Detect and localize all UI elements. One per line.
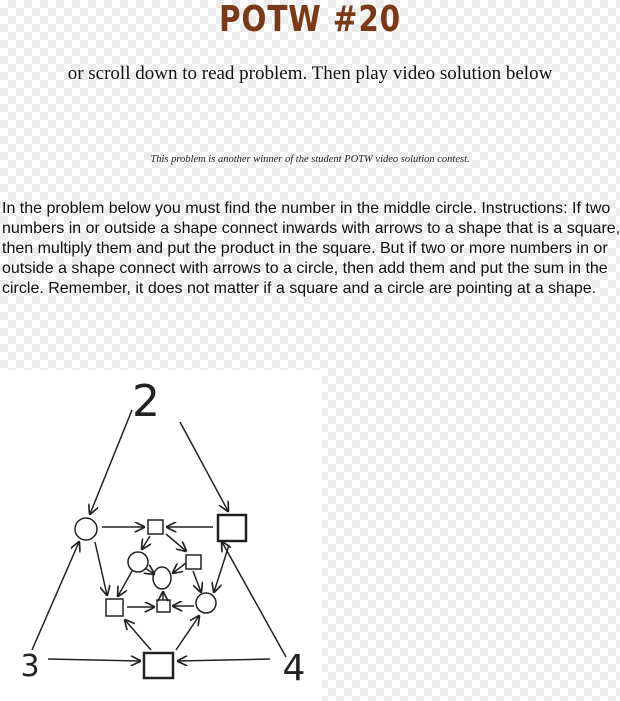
inner-left-square bbox=[106, 599, 123, 616]
puzzle-arrows bbox=[32, 410, 286, 661]
scroll-instruction: or scroll down to read problem. Then play video solution below bbox=[67, 63, 553, 84]
top-number: 2 bbox=[132, 376, 160, 427]
outer-bottom-square bbox=[144, 653, 173, 678]
inner-left-circle bbox=[128, 552, 148, 572]
middle-circle bbox=[153, 567, 171, 589]
puzzle-diagram bbox=[0, 370, 322, 701]
problem-instructions: In the problem below you must find the number in the middle circle. Instructions: If two numbers in or outside a shape connect inwards with arrows to a shape that is a square, then multiply them and put the product in the square. But if two or more numbers in or outside a shape connect with arrows to a circle, then add them and put the sum in the circle. Remember, it does not matter if a square and a circle are pointing at a shape. bbox=[2, 200, 620, 297]
outer-left-circle bbox=[75, 518, 97, 540]
right-number: 4 bbox=[282, 648, 306, 689]
contest-note: This problem is another winner of the student POTW video solution contest. bbox=[150, 154, 470, 165]
inner-top-square bbox=[148, 520, 163, 534]
inner-right-square bbox=[186, 555, 201, 569]
inner-right-circle bbox=[196, 593, 216, 613]
left-number: 3 bbox=[20, 649, 40, 684]
page-title: POTW #20 bbox=[218, 0, 402, 40]
inner-bottom-square bbox=[157, 600, 170, 612]
outer-right-square bbox=[218, 515, 246, 541]
